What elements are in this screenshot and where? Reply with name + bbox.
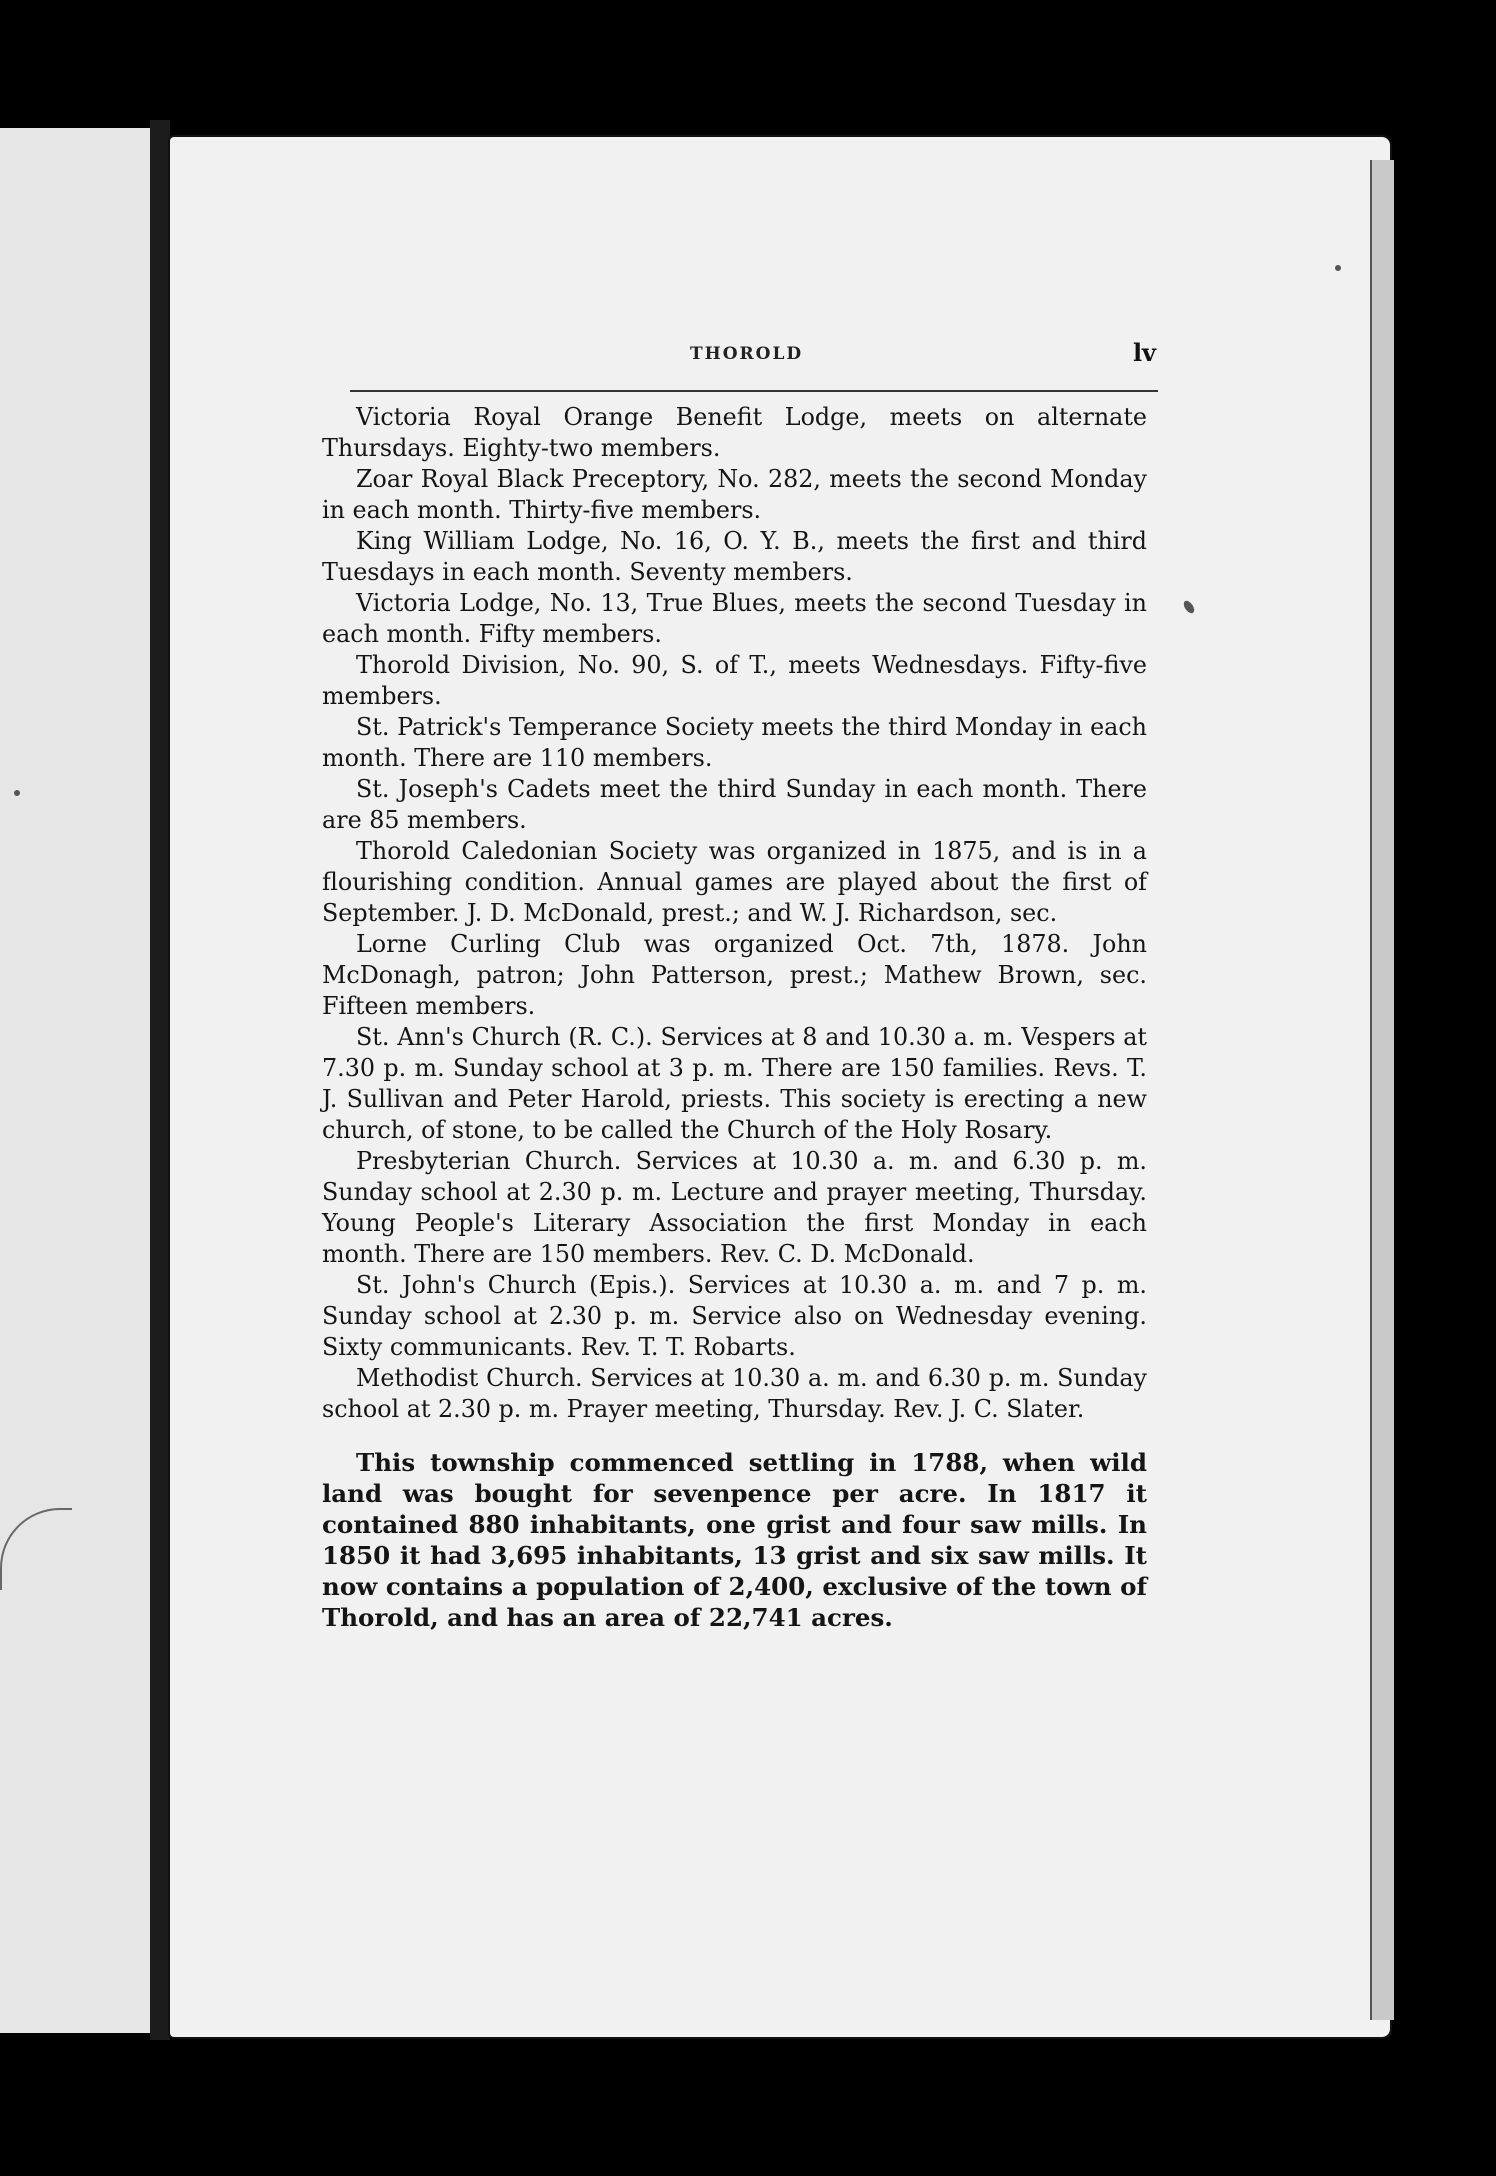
page-body — [322, 402, 1147, 1633]
paragraph-cadets: St. Joseph's Cadets meet the third Sunday in each month. There are 85 members. — [322, 775, 1147, 834]
paragraph-township-history: This township commenced settling in 1788, when wild land was bought for sevenpence per acre. In 1817 it contained 880 inhabitants, one grist and four saw mills. In 1850 it had 3,695 inhabitants, 13 grist and six saw mills. It now contains a population of 2,400, exclusive of the town of Thorold, and has an area of 22,741 acres. — [322, 1448, 1147, 1632]
previous-page-edge — [0, 128, 153, 2033]
paragraph-king-william-lodge: King William Lodge, No. 16, O. Y. B., meets the first and third Tuesdays in each month. Seventy members. — [322, 527, 1147, 586]
paragraph-presbyterian-church: Presbyterian Church. Services at 10.30 a. m. and 6.30 p. m. Sunday school at 2.30 p. m. Lecture and prayer meeting, Thursday. Young People's Literary Association the first Monday in each month. There are 150 members. Rev. C. D. McDonald. — [322, 1147, 1147, 1268]
paragraph-black-preceptory: Zoar Royal Black Preceptory, No. 282, meets the second Monday in each month. Thirty-five members. — [322, 465, 1147, 524]
paper-speck — [1335, 265, 1341, 271]
page-stack-edge — [1370, 160, 1394, 2020]
header-rule — [350, 390, 1158, 392]
running-head: THOROLD — [690, 344, 804, 364]
paragraph-st-johns-church: St. John's Church (Epis.). Services at 10.30 a. m. and 7 p. m. Sunday school at 2.30 p. m. Service also on Wednesday evening. Sixty communicants. Rev. T. T. Robarts. — [322, 1271, 1147, 1361]
paper-speck — [14, 790, 20, 796]
paragraph-orange-lodge: Victoria Royal Orange Benefit Lodge, meets on alternate Thursdays. Eighty-two members. — [322, 403, 1147, 462]
page-header — [330, 338, 1160, 378]
book-gutter — [150, 120, 170, 2040]
paragraph-curling-club: Lorne Curling Club was organized Oct. 7th, 1878. John McDonagh, patron; John Patterson, prest.; Mathew Brown, sec. Fifteen members. — [322, 930, 1147, 1020]
paragraph-true-blues: Victoria Lodge, No. 13, True Blues, meets the second Tuesday in each month. Fifty members. — [322, 589, 1147, 648]
paragraph-caledonian-society: Thorold Caledonian Society was organized in 1875, and is in a flourishing condition. Annual games are played about the first of September. J. D. McDonald, prest.; and W. J. Richardson, sec. — [322, 837, 1147, 927]
paragraph-st-anns-church: St. Ann's Church (R. C.). Services at 8 and 10.30 a. m. Vespers at 7.30 p. m. Sunday school at 3 p. m. There are 150 families. Revs. T. J. Sullivan and Peter Harold, priests. This society is erecting a new church, of stone, to be called the Church of the Holy Rosary. — [322, 1023, 1147, 1144]
page-number: lv — [1132, 338, 1156, 367]
paragraph-temperance-society: St. Patrick's Temperance Society meets the third Monday in each month. There are 110 members. — [322, 713, 1147, 772]
page-curl-mark — [0, 1508, 72, 1590]
paragraph-sons-of-temperance: Thorold Division, No. 90, S. of T., meets Wednesdays. Fifty-five members. — [322, 651, 1147, 710]
paragraph-methodist-church: Methodist Church. Services at 10.30 a. m. and 6.30 p. m. Sunday school at 2.30 p. m. Prayer meeting, Thursday. Rev. J. C. Slater. — [322, 1364, 1147, 1423]
